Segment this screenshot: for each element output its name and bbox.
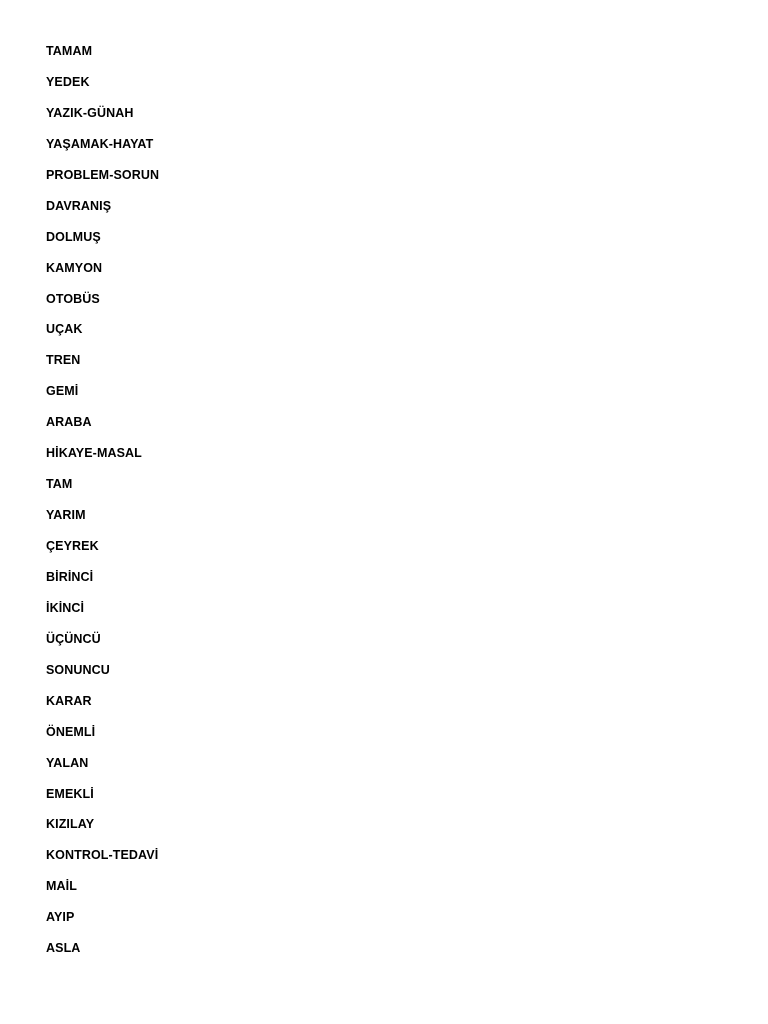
- list-item: DOLMUŞ: [46, 229, 101, 244]
- list-item: OTOBÜS: [46, 291, 100, 306]
- list-item: ÇEYREK: [46, 539, 99, 553]
- list-item: GEMİ: [46, 384, 79, 399]
- list-item: YARIM: [46, 508, 86, 523]
- list-item: UÇAK: [46, 322, 83, 337]
- list-item: SONUNCU: [46, 662, 110, 677]
- list-item: ÖNEMLİ: [46, 724, 96, 739]
- list-item: İKİNCİ: [46, 600, 85, 615]
- list-item: AYIP: [46, 910, 75, 925]
- list-item: TAM: [46, 477, 73, 492]
- list-item: MAİL: [46, 879, 77, 894]
- list-item: EMEKLİ: [46, 786, 94, 801]
- list-item: KAMYON: [46, 260, 103, 275]
- list-item: DAVRANIŞ: [46, 198, 112, 213]
- list-item: YAZIK-GÜNAH: [46, 105, 134, 120]
- list-item: TREN: [46, 353, 81, 368]
- list-item: YAŞAMAK-HAYAT: [46, 136, 154, 151]
- list-item: YEDEK: [46, 74, 90, 89]
- list-item: HİKAYE-MASAL: [46, 446, 142, 461]
- word-list: [46, 41, 159, 969]
- list-item: PROBLEM-SORUN: [46, 167, 160, 182]
- list-item: ARABA: [46, 415, 92, 430]
- list-item: BİRİNCİ: [46, 569, 94, 584]
- list-item: YALAN: [46, 755, 89, 770]
- list-item: ASLA: [46, 941, 81, 956]
- list-item: KONTROL-TEDAVİ: [46, 848, 159, 863]
- list-item: ÜÇÜNCÜ: [46, 631, 101, 646]
- list-item: KIZILAY: [46, 817, 95, 832]
- list-item: TAMAM: [46, 44, 93, 58]
- list-item: KARAR: [46, 693, 92, 708]
